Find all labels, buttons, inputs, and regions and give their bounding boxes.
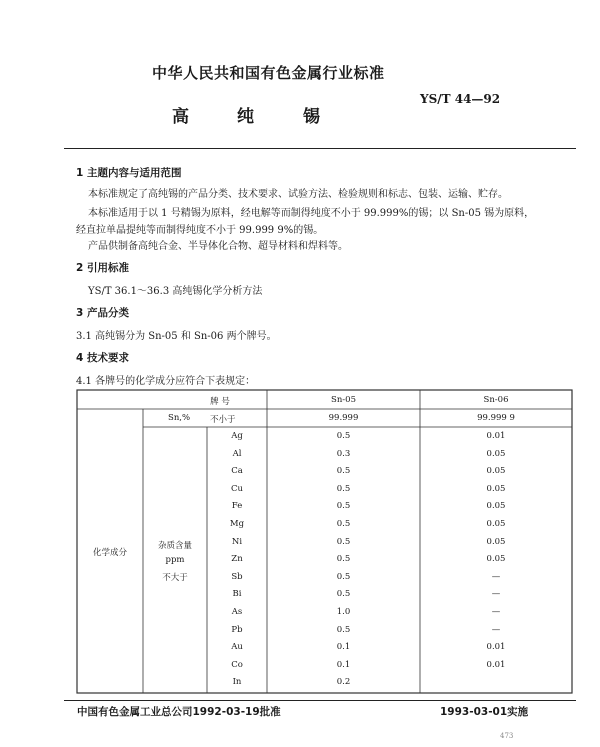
row-value-sn05: 0.5 [336,431,351,441]
row-value-sn05: 0.1 [336,642,351,653]
row-value-sn06: 0.05 [486,554,506,565]
section-3-clause: 3.1 高纯锡分为 Sn-05 和 Sn-06 两个牌号。 [76,331,277,342]
row-element: As [231,607,243,617]
implementation-date: 1993-03-01实施 [440,706,529,718]
page-number: 473 [500,732,514,740]
approval-line: 中国有色金属工业总公司1992-03-19批准 [77,706,281,718]
row-element: Ni [231,536,243,547]
sn-not-less-label: 不小于 [210,415,236,425]
sn-value-sn06: 99.999 9 [477,413,515,423]
chemical-composition-label: 化学成分 [92,548,127,558]
table-header-sn06: Sn-06 [483,395,509,405]
row-value-sn05: 0.5 [336,483,351,494]
row-value-sn06: 0.05 [486,536,506,547]
row-value-sn06: 0.05 [486,466,506,477]
row-element: Sb [231,571,243,582]
row-value-sn06: 0.05 [486,448,506,459]
row-element: Co [231,659,243,670]
row-value-sn06: 0.01 [486,659,506,670]
section-3-heading: 3 产品分类 [76,307,129,319]
row-value-sn06: 0.05 [486,501,506,512]
row-value-sn05: 0.2 [336,677,351,688]
table-header-grade: 牌 号 [210,397,230,407]
row-element: Cu [231,483,243,494]
impurity-unit: ppm [165,555,185,565]
section-4-clause: 4.1 各牌号的化学成分应符合下表规定： [76,376,256,387]
row-value-sn05: 0.1 [336,659,351,670]
section-2-reference: YS/T 36.1～36.3 高纯锡化学分析方法 [88,286,263,297]
row-value-sn05: 0.5 [336,589,351,600]
row-value-sn05: 0.5 [336,624,351,635]
row-value-sn06: — [491,589,501,600]
section-1-heading: 1 主题内容与适用范围 [76,167,182,179]
row-element: Al [232,448,242,459]
row-value-sn06: 0.01 [486,431,506,441]
row-value-sn05: 0.5 [336,519,351,529]
row-value-sn05: 0.5 [336,536,351,547]
row-element: Fe [231,501,243,512]
section-2-heading: 2 引用标准 [76,262,129,274]
row-element: Ca [231,466,243,477]
row-element: In [232,677,242,688]
row-value-sn06: — [491,607,501,617]
section-1-para-3: 产品供制备高纯合金、半导体化合物、超导材料和焊料等。 [88,241,348,252]
title-char-2: 纯 [237,107,254,127]
impurity-label: 杂质含量 [157,541,192,551]
sn-content-label: Sn,% [168,413,191,423]
row-value-sn06: — [491,624,501,635]
row-element: Au [231,642,243,653]
section-4-heading: 4 技术要求 [76,352,129,364]
row-value-sn06: 0.01 [486,642,506,653]
row-element: Zn [231,554,243,565]
row-value-sn05: 0.5 [336,466,351,477]
section-1-para-1: 本标准规定了高纯锡的产品分类、技术要求、试验方法、检验规则和标志、包装、运输、贮存。 [88,189,508,200]
row-element: Pb [231,624,243,635]
table-header-sn05: Sn-05 [331,395,356,405]
row-value-sn05: 1.0 [336,607,351,617]
title-char-1: 高 [172,107,189,127]
row-value-sn05: 0.5 [336,501,351,512]
row-value-sn05: 0.5 [336,571,351,582]
sn-value-sn05: 99.999 [328,413,359,423]
row-value-sn06: 0.05 [486,483,506,494]
row-value-sn06: — [491,571,501,582]
bottom-rule [64,700,576,701]
section-1-para-2a: 本标准适用于以 1 号精锡为原料，经电解等而制得纯度不小于 99.999%的锡；以 Sn-05 锡为原料， [88,208,535,219]
standard-number: YS/T 44—92 [420,92,501,106]
section-1-para-2b: 经直拉单晶提纯等而制得纯度不小于 99.999 9%的锡。 [76,225,324,236]
impurity-not-more: 不大于 [162,573,188,583]
row-element: Ag [231,431,243,441]
row-value-sn06: 0.05 [486,519,506,529]
row-value-sn05: 0.3 [336,448,351,459]
issuing-organization: 中华人民共和国有色金属行业标准 [152,64,385,82]
row-value-sn05: 0.5 [336,554,351,565]
title-char-3: 锡 [303,107,320,127]
row-element: Mg [229,519,245,529]
row-element: Bi [232,589,242,600]
